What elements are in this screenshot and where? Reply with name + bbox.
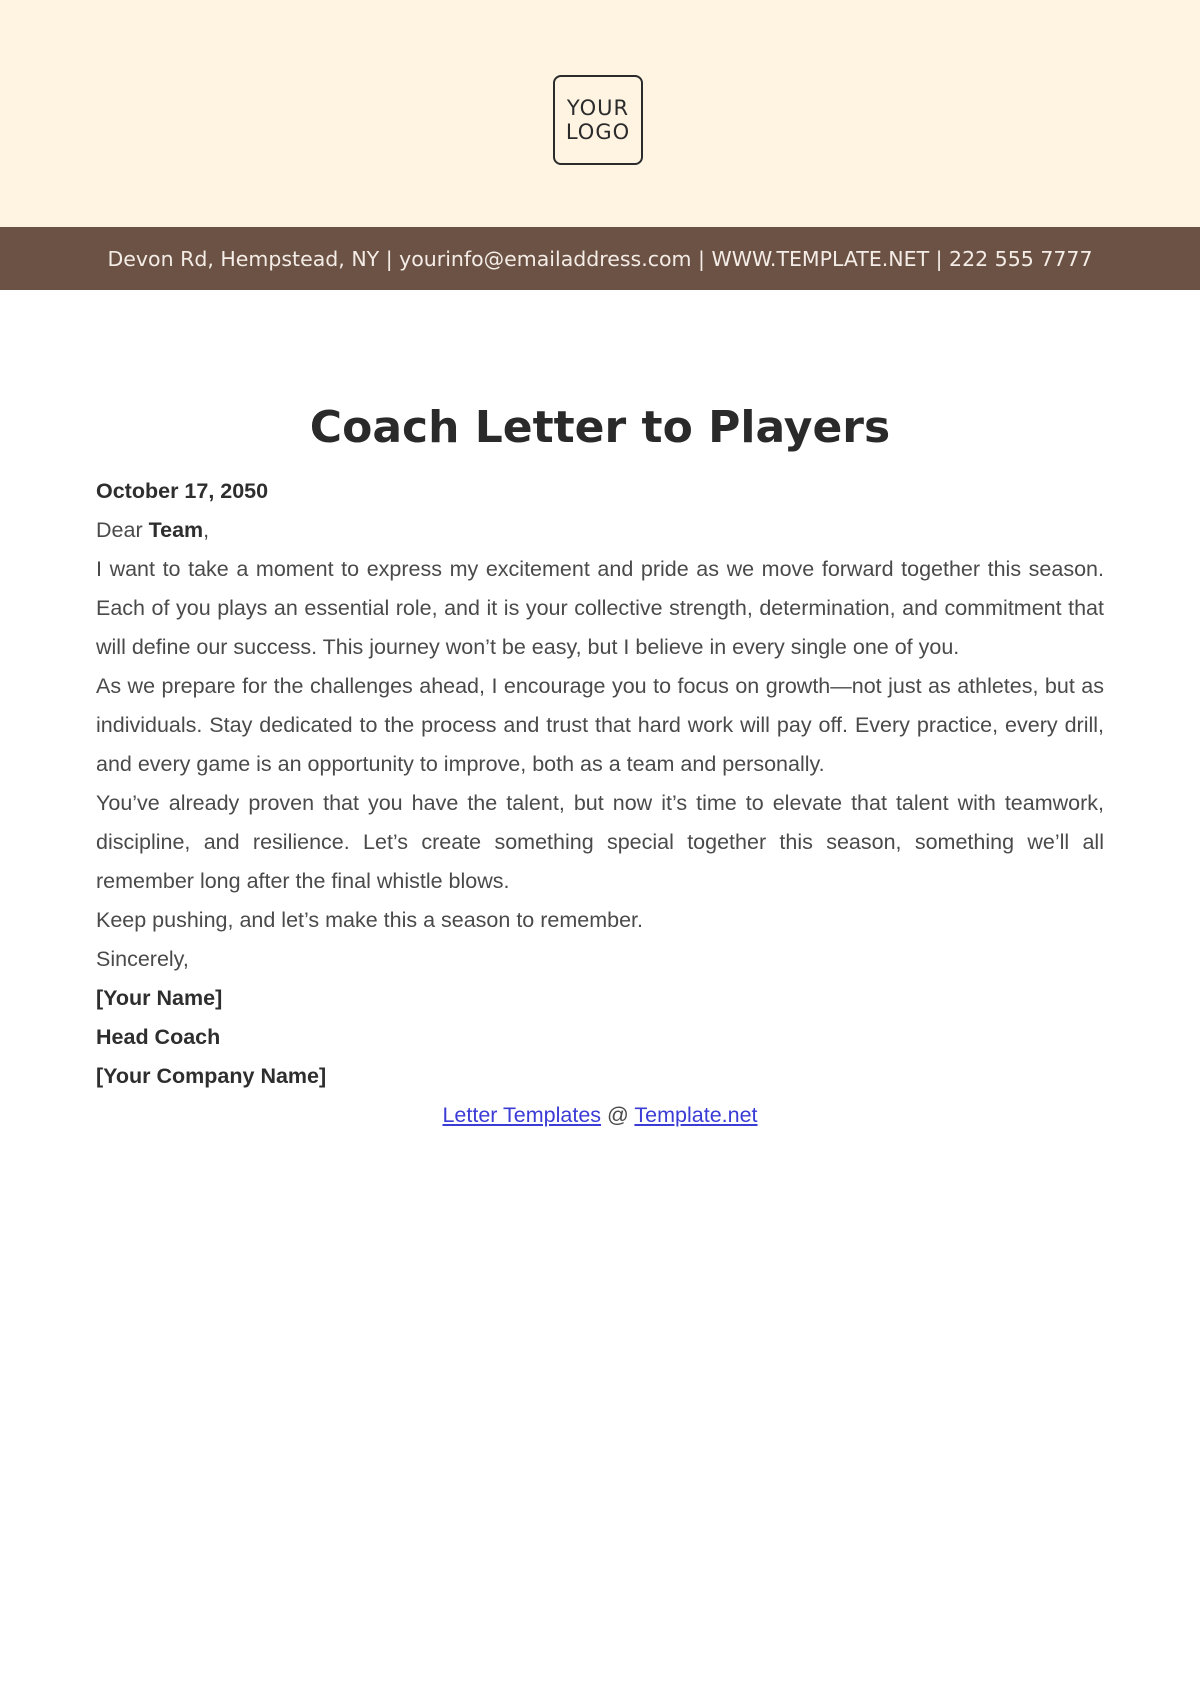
- signer-company: [Your Company Name]: [96, 1064, 327, 1088]
- greeting-suffix: ,: [203, 518, 210, 542]
- signer-name: [Your Name]: [96, 986, 223, 1010]
- letter-content: [0, 398, 1200, 1135]
- logo-text-line1: YOUR: [566, 96, 630, 120]
- contact-info: Devon Rd, Hempstead, NY | yourinfo@emailaddress.com | WWW.TEMPLATE.NET | 222 555 7777: [107, 246, 1093, 271]
- letter-date: October 17, 2050: [96, 479, 269, 503]
- letterhead: [0, 0, 1200, 227]
- body-paragraph-2: As we prepare for the challenges ahead, I encourage you to focus on growth—not just as athletes, but as individuals. Stay dedicated to the process and trust that hard work will pay off. Every practice, every drill, and every game is an opportunity to improve, both as a team and personally.: [96, 674, 1104, 776]
- greeting-prefix: Dear: [96, 518, 149, 542]
- logo-placeholder: [553, 75, 643, 165]
- footer-separator: @: [601, 1103, 635, 1127]
- footer-credit: [96, 1096, 1104, 1135]
- closing: Sincerely,: [96, 947, 189, 971]
- contact-bar: [0, 227, 1200, 290]
- body-paragraph-1: I want to take a moment to express my excitement and pride as we move forward together this season. Each of you plays an essential role, and it is your collective strength, determination, and commitment that will define our success. This journey won’t be easy, but I believe in every single one of you.: [96, 557, 1104, 659]
- letter-body: [96, 472, 1104, 1135]
- letter-templates-link[interactable]: Letter Templates: [442, 1103, 602, 1127]
- template-net-link[interactable]: Template.net: [634, 1103, 758, 1127]
- greeting: [96, 511, 1104, 550]
- letter-title: Coach Letter to Players: [309, 402, 891, 453]
- body-paragraph-4: Keep pushing, and let’s make this a season to remember.: [96, 908, 643, 932]
- signer-title: Head Coach: [96, 1025, 221, 1049]
- greeting-name: Team: [148, 518, 204, 542]
- logo-text-line2: LOGO: [565, 120, 631, 144]
- body-paragraph-3: You’ve already proven that you have the talent, but now it’s time to elevate that talent with teamwork, discipline, and resilience. Let’s create something special together this season, something we’ll all remember long after the final whistle blows.: [96, 791, 1104, 893]
